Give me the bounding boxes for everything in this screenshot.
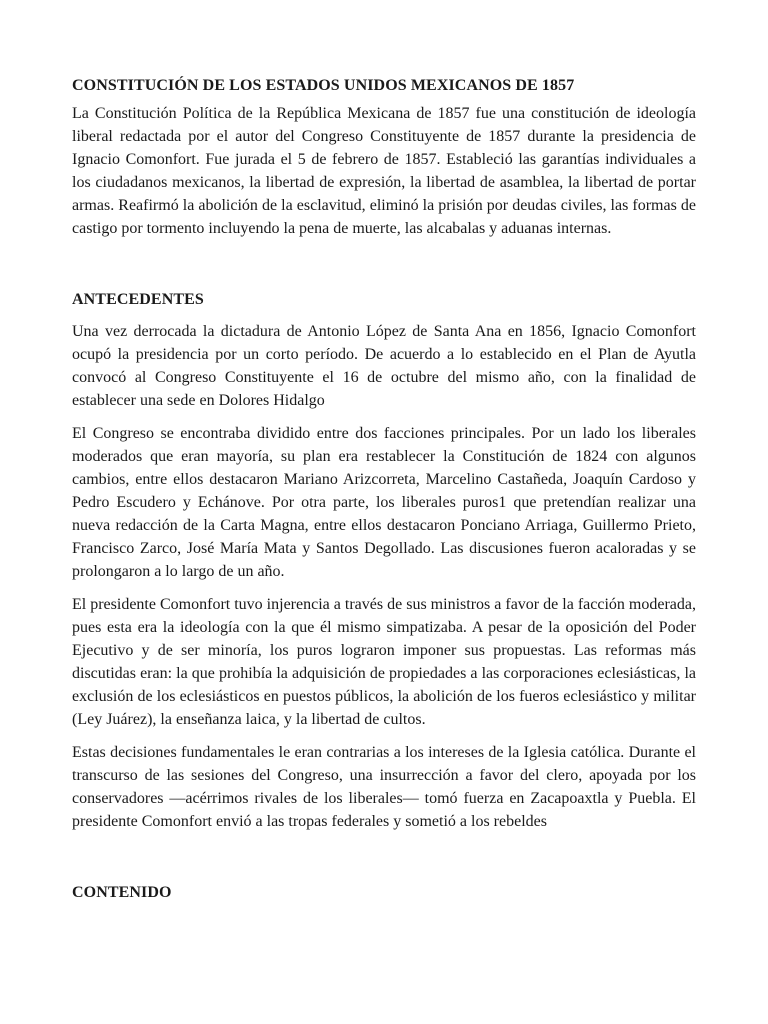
antecedentes-paragraph-4: Estas decisiones fundamentales le eran contrarias a los intereses de la Iglesia católica. Durante el transcurso de las sesiones del Congreso, una insurrección a favor del clero, apoyada por los conservadores —acérrimos rivales de los liberales— tomó fuerza en Zacapoaxtla y Puebla. El presidente Comonfort envió a las tropas federales y sometió a los rebeldes xyxy=(72,744,696,830)
antecedentes-paragraph-3: El presidente Comonfort tuvo injerencia a través de sus ministros a favor de la facción moderada, pues esta era la ideología con la que él mismo simpatizaba. A pesar de la oposición del Poder Ejecutivo y de ser minoría, los puros lograron imponer sus propuestas. Las reformas más discutidas eran: la que prohibía la adquisición de propiedades a las corporaciones eclesiásticas, la exclusión de los eclesiásticos en puestos públicos, la abolición de los fueros eclesiástico y militar (Ley Juárez), la enseñanza laica, y la libertad de cultos. xyxy=(72,596,696,728)
antecedentes-paragraph-2: El Congreso se encontraba dividido entre dos facciones principales. Por un lado los liberales moderados que eran mayoría, su plan era restablecer la Constitución de 1824 con algunos cambios, entre ellos destacaron Mariano Arizcorreta, Marcelino Castañeda, Joaquín Cardoso y Pedro Escudero y Echánove. Por otra parte, los liberales puros1 que pretendían realizar una nueva redacción de la Carta Magna, entre ellos destacaron Ponciano Arriaga, Guillermo Prieto, Francisco Zarco, José María Mata y Santos Degollado. Las discusiones fueron acaloradas y se prolongaron a lo largo de un año. xyxy=(72,425,696,580)
section-heading-antecedentes: ANTECEDENTES xyxy=(72,291,204,308)
antecedentes-paragraph-1: Una vez derrocada la dictadura de Antonio López de Santa Ana en 1856, Ignacio Comonfort ocupó la presidencia por un corto período. De acuerdo a lo establecido en el Plan de Ayutla convocó al Congreso Constituyente el 16 de octubre del mismo año, con la finalidad de establecer una sede en Dolores Hidalgo xyxy=(72,323,696,409)
section-spacer xyxy=(72,240,696,288)
section-heading-contenido: CONTENIDO xyxy=(72,884,172,901)
document-title: CONSTITUCIÓN DE LOS ESTADOS UNIDOS MEXICANOS DE 1857 xyxy=(72,77,575,94)
document-page xyxy=(72,64,696,904)
intro-paragraph: La Constitución Política de la República Mexicana de 1857 fue una constitución de ideología liberal redactada por el autor del Congreso Constituyente de 1857 durante la presidencia de Ignacio Comonfort. Fue jurada el 5 de febrero de 1857. Estableció las garantías individuales a los ciudadanos mexicanos, la libertad de expresión, la libertad de asamblea, la libertad de portar armas. Reafirmó la abolición de la esclavitud, eliminó la prisión por deudas civiles, las formas de castigo por tormento incluyendo la pena de muerte, las alcabalas y aduanas internas. xyxy=(72,105,696,237)
